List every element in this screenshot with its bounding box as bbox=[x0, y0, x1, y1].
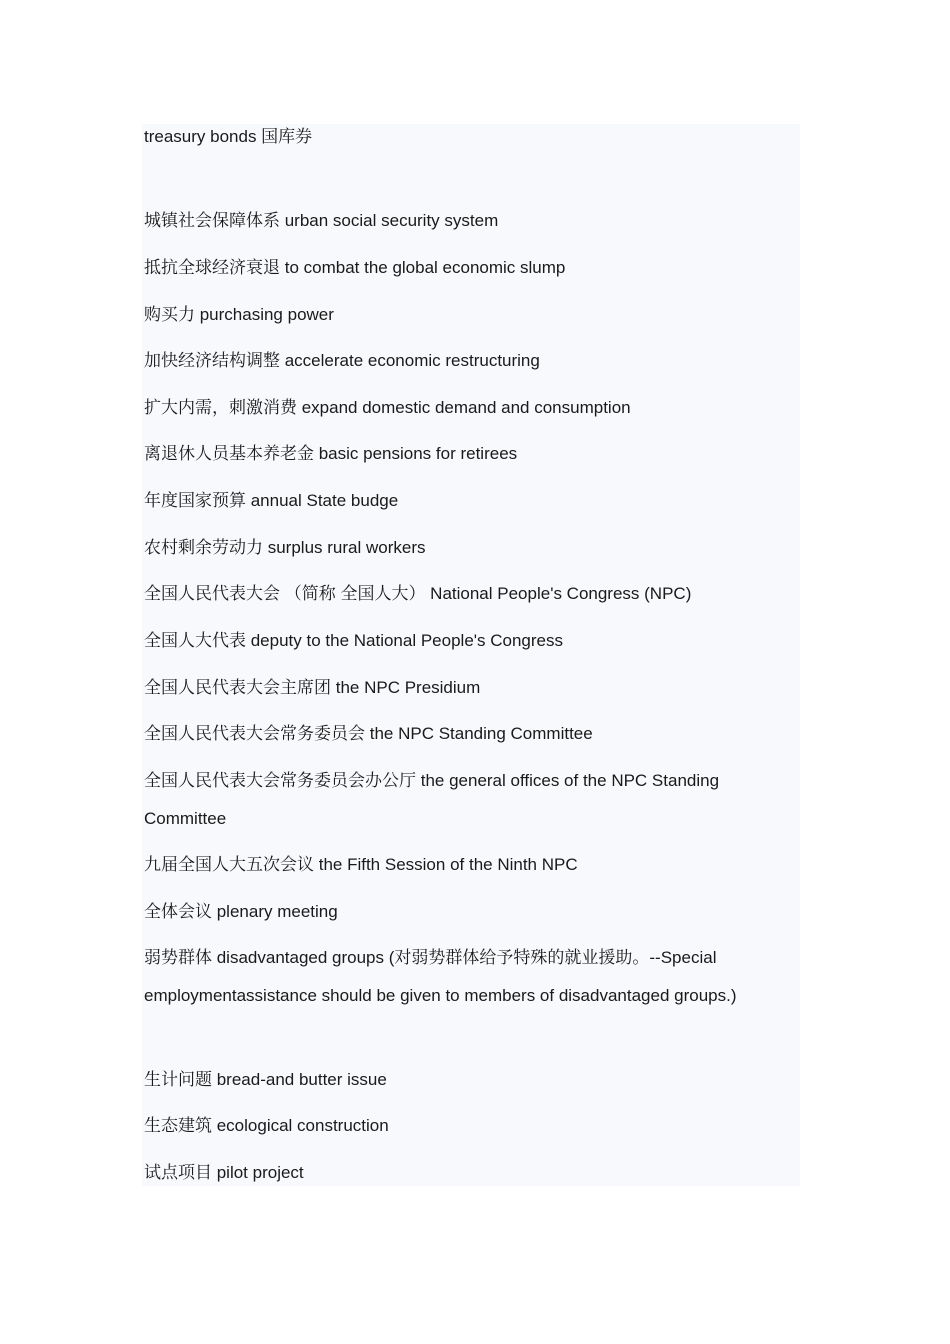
glossary-entry: 试点项目 pilot project bbox=[144, 1163, 304, 1182]
glossary-entry: 全国人民代表大会常务委员会办公厅 the general offices of the NPC Standing Committee bbox=[144, 771, 720, 828]
glossary-entry: 年度国家预算 annual State budge bbox=[144, 491, 399, 510]
glossary-entry: 全国人民代表大会常务委员会 the NPC Standing Committee bbox=[144, 724, 593, 743]
glossary-entry: 弱势群体 disadvantaged groups (对弱势群体给予特殊的就业援助。--Special employmentassistance should be given to members of disadvantaged groups.) bbox=[144, 948, 737, 1005]
glossary-entry: treasury bonds 国库券 bbox=[144, 127, 313, 146]
glossary-entry: 加快经济结构调整 accelerate economic restructuring bbox=[144, 351, 540, 370]
glossary-entry: 全国人大代表 deputy to the National People's Congress bbox=[144, 631, 563, 650]
glossary-entry: 抵抗全球经济衰退 to combat the global economic slump bbox=[144, 258, 566, 277]
glossary-entry: 离退休人员基本养老金 basic pensions for retirees bbox=[144, 444, 518, 463]
glossary-entry: 全体会议 plenary meeting bbox=[144, 902, 338, 921]
glossary-entry: 城镇社会保障体系 urban social security system bbox=[144, 211, 499, 230]
glossary-entry: 生态建筑 ecological construction bbox=[144, 1116, 389, 1135]
glossary-entry: 生计问题 bread-and butter issue bbox=[144, 1070, 387, 1089]
glossary-entry: 扩大内需，刺激消费 expand domestic demand and consumption bbox=[144, 398, 631, 417]
glossary-entry: 农村剩余劳动力 surplus rural workers bbox=[144, 538, 426, 557]
glossary-entry: 全国人民代表大会主席团 the NPC Presidium bbox=[144, 678, 481, 697]
glossary-entry: 九届全国人大五次会议 the Fifth Session of the Ninth NPC bbox=[144, 855, 578, 874]
glossary-entry: 购买力 purchasing power bbox=[144, 305, 334, 324]
glossary-entry: 全国人民代表大会 （简称 全国人大） National People's Congress (NPC) bbox=[144, 584, 692, 603]
